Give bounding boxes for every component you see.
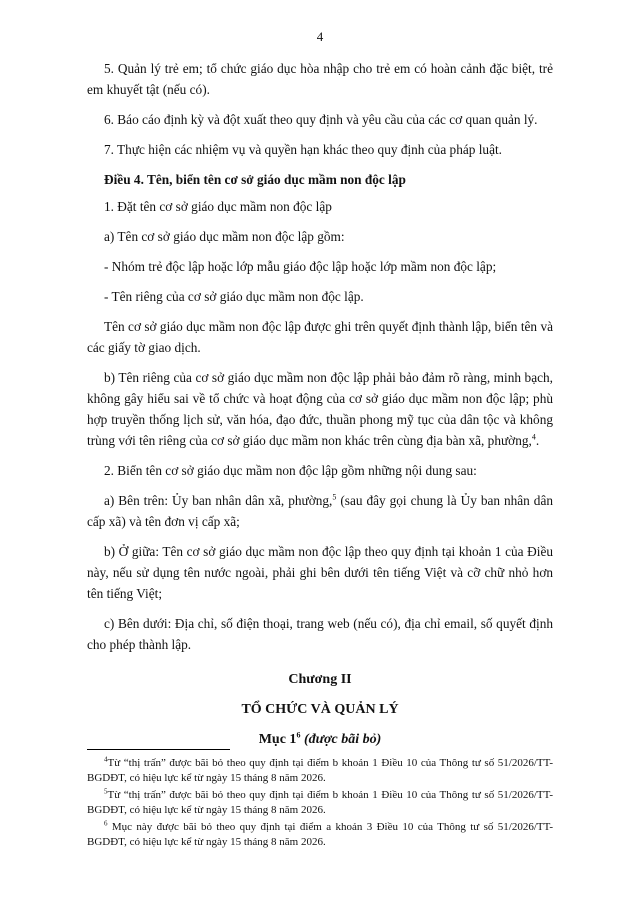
section-note: (được bãi bỏ) [300,732,382,747]
point-b-end: . [535,433,540,448]
sign-middle: b) Ở giữa: Tên cơ sở giáo dục mầm non độc lập theo quy định tại khoản 1 của Điều này, nếu sử dụng tên nước ngoài, phải ghi bên dưới tên tiếng Việt và cỡ chữ nhỏ hơn tên tiếng Việt; [87,544,553,601]
sign-top [87,490,553,532]
footnote-marker: 4 [104,755,108,764]
paragraph-item-6: 6. Báo cáo định kỳ và đột xuất theo quy định và yêu cầu của các cơ quan quản lý. [104,112,538,127]
paragraph-item-5: 5. Quản lý trẻ em; tổ chức giáo dục hòa nhập cho trẻ em có hoàn cảnh đặc biệt, trẻ em khuyết tật (nếu có). [87,61,553,97]
sign-top-text-a: a) Bên trên: Ủy ban nhân dân xã, phường, [104,493,333,508]
sign-top-text-b: (sau đây gọi chung là Ủy ban nhân dân cấp xã) và tên đơn vị cấp xã; [87,493,553,529]
footnotes [87,756,553,852]
footnote-ref-6[interactable]: 6 [296,730,301,740]
footnote-text: Từ “thị trấn” được bãi bỏ theo quy định tại điểm b khoản 1 Điều 10 của Thông tư số 51/2026/TT-BGDĐT, có hiệu lực kể từ ngày 15 tháng 8 năm 2026. [87,789,553,816]
point-b-text: b) Tên riêng của cơ sở giáo dục mầm non độc lập phải bảo đảm rõ ràng, minh bạch, không gây hiểu sai về tổ chức và hoạt động của cơ sở giáo dục mầm non độc lập; phù hợp truyền thống lịch sử, văn hóa, đạo đức, thuần phong mỹ tục của dân tộc và không trùng với tên riêng của cơ sở giáo dục mầm non khác trên cùng địa bàn xã, phường, [87,370,553,448]
chapter-number: Chương II [288,672,352,687]
footnote-ref-5[interactable]: 5 [332,492,337,502]
footnote-text: Mục này được bãi bỏ theo quy định tại điểm a khoản 3 Điều 10 của Thông tư số 51/2026/TT-BGDĐT, có hiệu lực kể từ ngày 15 tháng 8 năm 2026. [87,821,553,848]
chapter-title: TỔ CHỨC VÀ QUẢN LÝ [241,702,399,717]
page-number: 4 [316,29,324,44]
footnote-item [87,820,553,850]
clause-2: 2. Biển tên cơ sở giáo dục mầm non độc lập gồm những nội dung sau: [104,463,477,478]
footnote-marker: 6 [104,819,108,828]
chapter-heading [87,669,553,750]
footnote-marker: 5 [104,787,108,796]
point-b-own-name [87,367,553,451]
section-heading [87,729,553,750]
footnote-divider [87,749,230,750]
footnote-ref-4[interactable]: 4 [531,432,536,442]
bullet-independent-group: - Nhóm trẻ độc lập hoặc lớp mẫu giáo độc lập hoặc lớp mầm non độc lập; [104,259,497,274]
name-usage-paragraph: Tên cơ sở giáo dục mầm non độc lập được ghi trên quyết định thành lập, biển tên và các giấy tờ giao dịch. [87,319,553,355]
sign-bottom: c) Bên dưới: Địa chỉ, số điện thoại, trang web (nếu có), địa chỉ email, số quyết định cho phép thành lập. [87,616,553,652]
document-body [87,58,553,759]
footnote-item [87,788,553,818]
clause-1: 1. Đặt tên cơ sở giáo dục mầm non độc lập [104,199,332,214]
bullet-own-name: - Tên riêng của cơ sở giáo dục mầm non độc lập. [104,289,364,304]
paragraph-item-7: 7. Thực hiện các nhiệm vụ và quyền hạn khác theo quy định của pháp luật. [104,142,502,157]
footnote-text: Từ “thị trấn” được bãi bỏ theo quy định tại điểm b khoản 1 Điều 10 của Thông tư số 51/2026/TT-BGDĐT, có hiệu lực kể từ ngày 15 tháng 8 năm 2026. [87,757,553,784]
point-a: a) Tên cơ sở giáo dục mầm non độc lập gồm: [104,229,345,244]
section-label: Mục 1 [258,732,297,747]
footnote-item [87,756,553,786]
article-4-heading: Điều 4. Tên, biển tên cơ sở giáo dục mầm non độc lập [104,172,406,187]
